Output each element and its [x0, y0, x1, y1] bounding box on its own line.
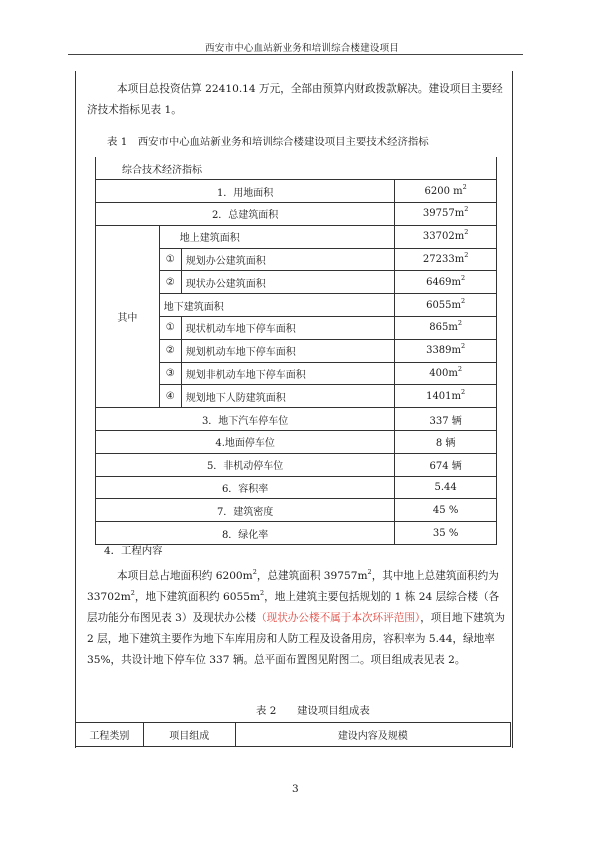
column-header: 工程类别	[76, 723, 144, 747]
table1-caption: 表 1 西安市中心血站新业务和培训综合楼建设项目主要技术经济指标	[107, 136, 429, 148]
table-row	[96, 499, 497, 522]
row-value: $6469m^2$	[395, 271, 497, 294]
row-label: 3．地下汽车停车位	[96, 408, 395, 431]
column-header: 建设内容及规模	[235, 723, 510, 747]
project-composition-table	[75, 722, 511, 747]
row-value: 5.44	[395, 476, 497, 499]
row-label: 现状机动车地下停车面积	[181, 317, 395, 340]
running-header: 西安市中心血站新业务和培训综合楼建设项目	[205, 43, 400, 54]
project-content-paragraph: 本项目总占地面积约 $6200m^2$，总建筑面积 $39757m^2$，其中地上总建筑面积约为 $33702m^2$，地下建筑面积约 $6055m^2$，地上建筑主要包括规划的 1 栋 24 层综合楼（各层功能分布图见表 3）及现状办公楼（现状办公楼不属于本次环评范围），项目地下建筑为 2 层，地下建筑主要作为地下车库用房和人防工程及设备用房，容积率为 5.44，绿地率 35%，共设计地下停车位 337 辆。总平面布置图见附图二。项目组成表见表 2。	[87, 568, 505, 666]
row-value: $3389m^2$	[395, 339, 497, 362]
row-value: 337 辆	[395, 408, 497, 431]
row-label: 地下建筑面积	[159, 294, 394, 317]
table-row	[96, 225, 497, 248]
row-label: 6．容积率	[96, 476, 395, 499]
scope-exclusion-note: （现状办公楼不属于本次环评范围）	[256, 612, 421, 624]
row-label: 规划机动车地下停车面积	[181, 339, 395, 362]
row-num: ①	[159, 317, 181, 340]
row-label: 规划地下人防建筑面积	[181, 385, 395, 408]
row-value: $6055m^2$	[395, 294, 497, 317]
table-row	[96, 408, 497, 431]
table2-caption: 表 2 建设项目组成表	[256, 705, 370, 717]
row-label: 地上建筑面积	[159, 225, 394, 248]
row-value: 8 辆	[395, 431, 497, 454]
row-label: 规划办公建筑面积	[181, 248, 395, 271]
row-value: 674 辆	[395, 453, 497, 476]
section-heading: 4．工程内容	[104, 545, 163, 557]
row-num: ④	[159, 385, 181, 408]
table-row	[96, 476, 497, 499]
row-value: 45 %	[395, 499, 497, 522]
row-label: 现状办公建筑面积	[181, 271, 395, 294]
table-row	[96, 157, 497, 180]
page-number: 3	[292, 783, 299, 795]
row-value: $400m^2$	[395, 362, 497, 385]
row-value: 6200 $m^2$	[395, 180, 497, 203]
table-row	[96, 453, 497, 476]
row-value: $865m^2$	[395, 317, 497, 340]
row-num: ③	[159, 362, 181, 385]
row-value: $39757m^2$	[395, 203, 497, 226]
table-header-row	[76, 723, 511, 747]
row-label: 4.地面停车位	[96, 431, 395, 454]
table-row	[96, 431, 497, 454]
table-row	[96, 180, 497, 203]
intro-paragraph: 本项目总投资估算 22410.14 万元，全部由预算内财政拨款解决。建设项目主要经济技术指标见表 1。	[87, 83, 503, 116]
row-label: 5．非机动停车位	[96, 453, 395, 476]
row-num: ①	[159, 248, 181, 271]
row-value: 35 %	[395, 522, 497, 545]
row-label: 7．建筑密度	[96, 499, 395, 522]
table-header: 综合技术经济指标	[96, 157, 497, 180]
tech-econ-table	[95, 157, 497, 545]
table-row	[96, 203, 497, 226]
row-num: ②	[159, 339, 181, 362]
group-label: 其中	[96, 225, 160, 407]
row-value: $33702m^2$	[395, 225, 497, 248]
row-label: 2．总建筑面积	[96, 203, 395, 226]
row-value: $1401m^2$	[395, 385, 497, 408]
row-label: 1．用地面积	[96, 180, 395, 203]
row-value: $27233m^2$	[395, 248, 497, 271]
row-num: ②	[159, 271, 181, 294]
header-rule	[68, 54, 523, 55]
column-header: 项目组成	[143, 723, 235, 747]
row-label: 8．绿化率	[96, 522, 395, 545]
row-label: 规划非机动车地下停车面积	[181, 362, 395, 385]
